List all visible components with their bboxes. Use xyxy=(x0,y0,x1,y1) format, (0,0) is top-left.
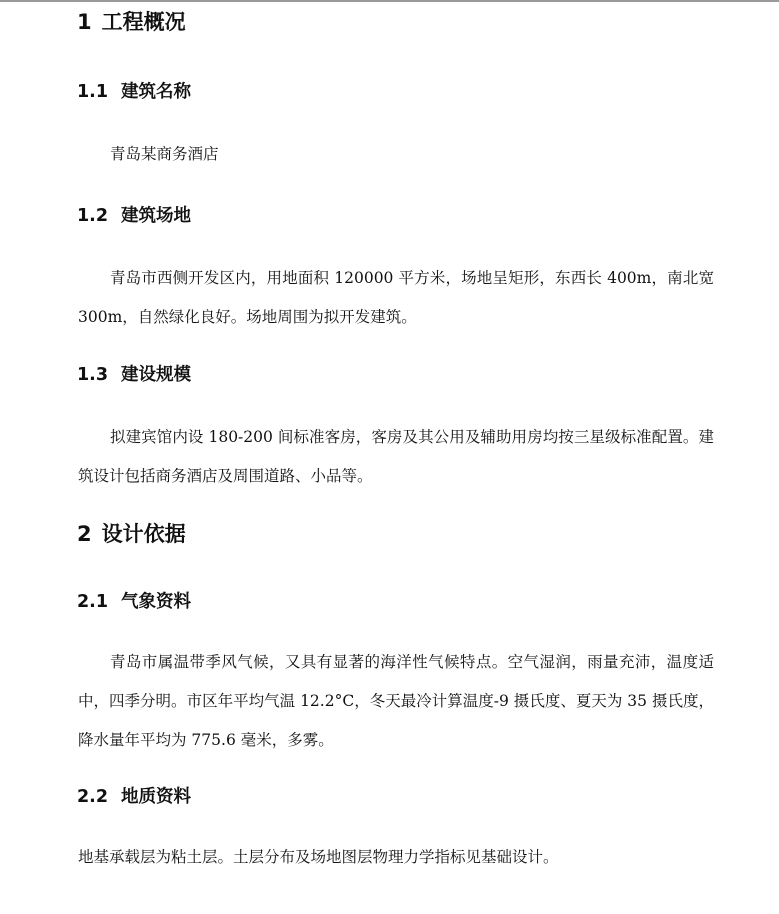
paragraph-meteorological-data: 青岛市属温带季风气候，又具有显著的海洋性气候特点。空气湿润，雨量充沛，温度适中，四季分明。市区年平均气温 12.2°C，冬天最冷计算温度-9 摄氏度、夏天为 35 摄氏度，降水量年平均为 775.6 毫米，多雾。 xyxy=(78,653,714,749)
subsection-number: 2.1 xyxy=(77,592,109,612)
subsection-number: 1.3 xyxy=(77,365,109,385)
subsection-title: 气象资料 xyxy=(121,592,192,612)
section-heading-2 xyxy=(77,520,186,548)
paragraph-construction-scale: 拟建宾馆内设 180-200 间标准客房，客房及其公用及辅助用房均按三星级标准配置。建筑设计包括商务酒店及周围道路、小品等。 xyxy=(78,428,714,485)
subsection-heading-1-2 xyxy=(77,204,191,228)
section-heading-1 xyxy=(77,8,186,36)
section-title: 工程概况 xyxy=(101,10,186,34)
subsection-number: 1.2 xyxy=(77,206,109,226)
paragraph-geological-data: 地基承载层为粘土层。土层分布及场地图层物理力学指标见基础设计。 xyxy=(78,848,559,866)
section-title: 设计依据 xyxy=(101,522,186,546)
subsection-number: 1.1 xyxy=(77,82,109,102)
subsection-heading-2-1 xyxy=(77,590,191,614)
subsection-title: 建设规模 xyxy=(121,365,192,385)
section-number: 1 xyxy=(77,10,92,34)
page-top-rule xyxy=(0,0,779,2)
section-number: 2 xyxy=(77,522,92,546)
paragraph-building-site: 青岛市西侧开发区内，用地面积 120000 平方米，场地呈矩形，东西长 400m，南北宽 300m，自然绿化良好。场地周围为拟开发建筑。 xyxy=(78,269,714,326)
paragraph-building-name: 青岛某商务酒店 xyxy=(110,145,219,163)
subsection-heading-1-1 xyxy=(77,80,191,104)
subsection-title: 建筑名称 xyxy=(121,82,192,102)
subsection-title: 地质资料 xyxy=(121,787,192,807)
subsection-title: 建筑场地 xyxy=(121,206,192,226)
subsection-heading-1-3 xyxy=(77,363,191,387)
subsection-heading-2-2 xyxy=(77,785,191,809)
subsection-number: 2.2 xyxy=(77,787,109,807)
